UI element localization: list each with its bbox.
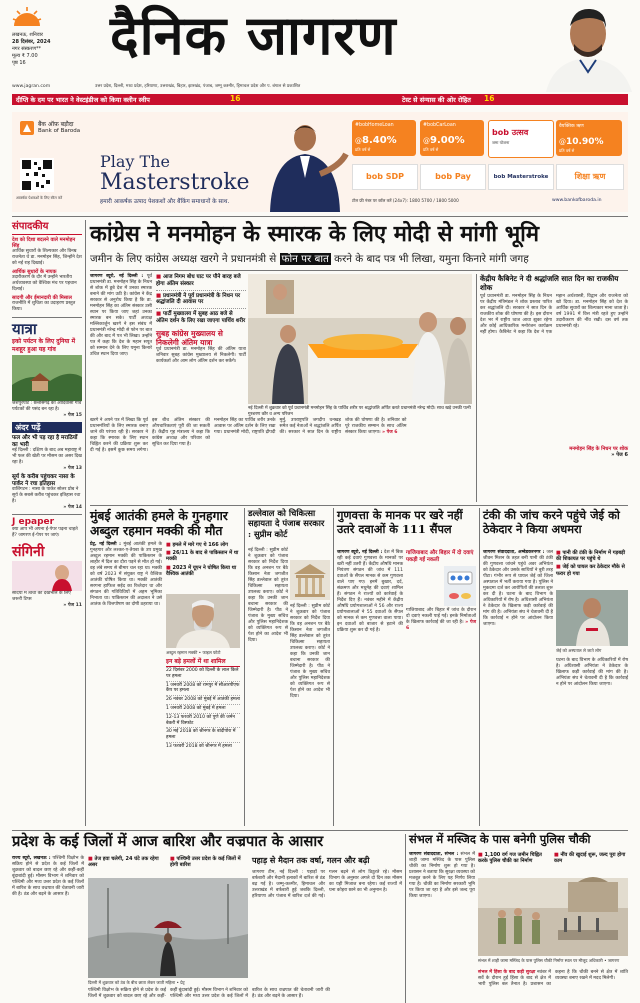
offer-personal-loan[interactable] — [556, 120, 622, 156]
sidebar-item-head[interactable]: सादगी और ईमानदारी की मिसाल — [12, 295, 72, 301]
cabinet-author: मनमोहन सिंह के निधन पर शोक — [569, 446, 628, 452]
makki-headline[interactable]: मुंबई आतंकी हमले के गुनहगार अब्दुल रहमान मक्की की मौत — [90, 508, 228, 538]
play-the: Play The — [100, 152, 170, 171]
medicine-box-title: गाजियाबाद और बिहार में दो दवाएं पकड़ी गईं नकली — [406, 550, 474, 563]
sambhal-box-text: संभल में हिंसा के बाद कड़ी सुरक्षा — [478, 970, 536, 975]
sambhal-bullet: ■ नींव की खुदाई शुरू, जल्द पूरा होगा काम — [554, 852, 626, 865]
weather-bullets — [88, 856, 248, 876]
ticker-left-page: 16 — [230, 94, 241, 103]
ticker-right-text[interactable]: टेस्ट से संन्यास की ओर रोहित — [402, 96, 471, 104]
cabinet-story — [480, 274, 628, 502]
inset-bullet: ■ प्रधानमंत्री ने पूर्व प्रधानमंत्री के निधन पर श्रद्धांजलि दी आवास पर — [156, 291, 246, 310]
sambhal-bullets — [478, 852, 628, 876]
lead-body-text: पूर्व प्रधानमंत्री डा. मनमोहन सिंह के निधन से शोक में डूबे देश में उनका स्मारक बनाने की मांग उठी है। कांग्रेस ने केंद्र सरकार से अनुरोध किया है कि डा. मनमोहन सिंह का अंतिम संस्कार उसी स्थान पर किया जाए जहां उनका स्मारक बन सके। पार्टी अध्यक्ष मल्लिकार्जुन खरगे ने इस संबंध में प्रधानमंत्री नरेन्द्र मोदी से फोन पर बात की और बाद में पत्र भी लिखा। उन्होंने पत्र में कहा कि देश के महान सपूत को सम्मान देने के लिए यमुना किनारे उचित स्थान दिया जाए। — [90, 274, 152, 357]
makki-bullet: ■ 26/11 के बाद से पाकिस्तान में था मक्की — [166, 550, 239, 563]
punjab-headline[interactable]: डल्लेवाल को चिकित्सा सहायता दे पंजाब सरकार : सुप्रीम कोर्ट — [248, 508, 325, 539]
lead-subhead-highlight: फोन पर बात — [281, 253, 329, 265]
offers-row — [352, 116, 624, 160]
offer-home-loan[interactable] — [352, 120, 416, 156]
bank-name-english: Bank of Baroda — [38, 128, 81, 134]
mountain-text: जागरण टीम, नई दिल्ली : पहाड़ों पर बर्फबारी और मैदानी इलाकों में बारिश से ठंड बढ़ गई है। जम्मू-कश्मीर, हिमाचल और उत्तराखंड में बर्फबारी हुई जबकि दिल्ली, हरियाणा और पंजाब में बारिश दर्ज की गई। गलन बढ़ने से लोग ठिठुरते रहे। — [252, 870, 389, 899]
weather-bullet: ■ तेज हवा चलेगी, 24 घंटे तक रहेगा असर — [88, 856, 159, 869]
makki-photo-caption: अब्दुल रहमान मक्की • फाइल फोटो — [166, 650, 221, 655]
medicine-continued[interactable]: » पेज 6 — [406, 620, 476, 631]
product-pay[interactable]: bob Pay — [420, 164, 486, 190]
timeline-item: 12-13 फरवरी 2010 को पुणे की जर्मन बेकरी में विस्फोट — [166, 714, 240, 729]
inside-item-head[interactable]: सूर्य के करीब पहुंचकर नासा के पार्कर ने रचा इतिहास — [12, 474, 75, 487]
weather-photo — [88, 878, 248, 978]
lead-photo-caption: नई दिल्ली में शुक्रवार को पूर्व प्रधानमंत्री मनमोहन सिंह के पार्थिव शरीर पर श्रद्धांजलि अर्पित करते प्रधानमंत्री नरेन्द्र मोदी। साथ खड़े उनकी पत्नी गुरशरण कौर व अन्य परिजन — [248, 406, 471, 417]
weather-bullet-text: पश्चिमी उत्तर प्रदेश के कई जिलों में होगी बारिश — [170, 856, 241, 869]
sambhal-text: संभल में शाही जामा मस्जिद के पास पुलिस चौकी का निर्माण शुरू हो गया है। प्रशासन ने बताया कि सुरक्षा व्यवस्था को मजबूत करने के लिए यह निर्णय लिया गया है। चौकी का निर्माण सरकारी भूमि पर किया जा रहा है और इसे जल्द पूरा किया जाएगा। — [409, 852, 475, 899]
offer-name: वैयक्तिक ऋण — [559, 124, 584, 129]
makki-body — [90, 542, 162, 826]
sun-logo-icon — [12, 6, 42, 28]
ad-tagline: हमारी आकर्षक उत्पाद पेशकशों और बैंकिंग समाधानों के साथ. — [100, 199, 230, 205]
masthead — [0, 0, 640, 98]
tank-body-2 — [556, 658, 628, 826]
weather-body-2 — [88, 988, 330, 1003]
bob-logo-icon — [20, 120, 34, 134]
supreme-court-photo — [290, 560, 330, 600]
tank-text-2: घटना के बाद विभाग के अधिकारियों में रोष है। अधिशासी अभियंता ने ठेकेदार के खिलाफ कड़ी कार्रवाई की मांग की है। अभियंता संघ ने चेतावनी दी है कि कार्रवाई न होने पर आंदोलन किया जाएगा। — [483, 592, 553, 627]
sidebar-section-title: संपादकीय — [12, 220, 82, 235]
sidebar-item-text: राजनीति में शुचिता का उदाहरण प्रस्तुत किया। — [12, 301, 76, 312]
price: मूल्य ₹ 7.00 — [12, 53, 38, 59]
inset-bullet: ■ पार्टी मुख्यालय में सुबह आठ बजे से अंतिम दर्शन के लिए रखा जाएगा पार्थिव शरीर — [156, 311, 246, 324]
makki-timeline — [166, 658, 240, 826]
pages: पृष्ठ 16 — [12, 60, 26, 66]
medicine-headline[interactable]: गुणवत्ता के मानक पर खरे नहीं उतरे दवाओं के 111 सैंपल — [337, 508, 463, 536]
offer-rate: 8.40% — [362, 135, 397, 146]
makki-bullet: ■ 2023 में यूएन ने घोषित किया था वैश्विक आतंकी — [166, 564, 237, 577]
timeline-item: 26 नवंबर 2008 को मुंबई में आतंकी हमला — [166, 696, 240, 705]
offer-prefix: @ — [559, 138, 566, 146]
sambhal-photo — [478, 878, 628, 956]
offer-rate: 9.00% — [430, 135, 465, 146]
sangini-page: » पेज 11 — [63, 603, 82, 609]
offer-prefix: @ — [355, 137, 362, 145]
mountain-text-2: मौसम विभाग के अनुसार अगले दो दिन तक मौसम का यही मिजाज बना रहेगा। कई राज्यों में घना कोहरा छाने का भी अनुमान है। — [329, 870, 402, 893]
cricketer-photo — [524, 0, 640, 92]
offer-car-loan[interactable] — [420, 120, 484, 156]
offer-utsav[interactable] — [488, 120, 554, 158]
makki-byline: प्रेट्र, नई दिल्ली : — [90, 542, 121, 547]
date: 28 दिसंबर, 2024 — [12, 39, 51, 45]
inset-bullet-text: प्रधानमंत्री ने पूर्व प्रधानमंत्री के निधन पर श्रद्धांजलि दी आवास पर — [156, 292, 241, 306]
sangini-title: संगिनी — [12, 544, 45, 561]
medicine-box-text — [406, 608, 476, 826]
weather-headline[interactable]: प्रदेश के कई जिलों में आज बारिश और वज्रपात के आसार — [12, 833, 324, 850]
timeline-item: 22 दिसंबर 2000 को दिल्ली के लाल किले पर हमला — [166, 667, 240, 682]
bank-site[interactable]: www.bankofbaroda.in — [552, 198, 602, 203]
product-sdp[interactable]: bob SDP — [352, 164, 418, 190]
offer-suffix: जमा योजना — [492, 140, 510, 145]
editions-line: उत्तर प्रदेश, दिल्ली, मध्य प्रदेश, हरियाणा, उत्तराखंड, बिहार, झारखंड, पंजाब, जम्मू कश्मीर, हिमाचल प्रदेश और प. बंगाल से प्रकाशित — [95, 84, 301, 89]
sangini-text: सर्दियों में त्वचा की देखभाल के लिए जरूरी टिप्स — [12, 591, 71, 603]
offer-suffix: प्रति वर्ष से — [559, 148, 575, 153]
tank-body — [483, 550, 553, 826]
medicine-box-body: गाजियाबाद और बिहार में जांच के दौरान दो दवाएं नकली पाई गईं। इनके निर्माताओं के खिलाफ कार्रवाई की जा रही है। — [406, 608, 476, 625]
punjab-body — [248, 548, 288, 826]
tank-bullet: ■ पानी की टंकी के निर्माण में गड़बड़ी की शिकायत पर पहुंचे थे — [556, 550, 626, 563]
tank-byline: जागरण संवाददाता, अम्बेडकरनगर : — [483, 550, 545, 555]
epaper-text: क्या आप भी अपना ई-पेपर पढ़ना चाहते हैं? जागरण ई-पेपर पर जाएं। — [12, 527, 78, 539]
makki-bullet-text: 26/11 के बाद से पाकिस्तान में था मक्की — [166, 550, 239, 563]
mountain-headline[interactable]: पहाड़ से मैदान तक वर्षा, गलन और बढ़ी — [252, 856, 370, 865]
offer-rate: 10.90% — [566, 137, 604, 147]
bank-name-hindi: बैंक ऑफ़ बड़ौदा — [38, 121, 74, 128]
weather-text: पश्चिमी विक्षोभ के सक्रिय होने से प्रदेश के कई जिलों में शुक्रवार को बादल छाए रहे और कहीं-कहीं बूंदाबांदी हुई। मौसम विभाग ने शनिवार को पश्चिमी और मध्य उत्तर प्रदेश के कई जिलों में बारिश के साथ वज्रपात की चेतावनी जारी की है। ठंड और बढ़ने के आसार हैं। — [12, 856, 85, 897]
punjab-text-cont: नई दिल्ली : सुप्रीम कोर्ट ने शुक्रवार को पंजाब सरकार को निर्देश दिया कि वह अनशन पर बैठे किसान नेता जगजीत सिंह डल्लेवाल को तुरंत चिकित्सा सहायता उपलब्ध कराए। कोर्ट ने कहा कि उनकी जान बचाना सरकार की जिम्मेदारी है। पीठ ने पंजाब के मुख्य सचिव और पुलिस महानिदेशक को व्यक्तिगत रूप से पेश होने का आदेश भी दिया। — [290, 604, 330, 699]
sambhal-bullet-text: 1,100 वर्ग गज जमीन चिह्नित करके पुलिस चौकी का निर्माण — [478, 852, 542, 865]
offer-prefix: @ — [423, 137, 430, 145]
sidebar-item-text: आर्थिक सुधारों के शिल्पकार और विनम्र राजनेता थे डा. मनमोहन सिंह, जिन्होंने देश को नई राह दिखाई। — [12, 249, 82, 266]
tank-photo-caption: जेई को अस्पताल ले जाते लोग — [556, 648, 602, 653]
punjab-body-2 — [290, 604, 330, 826]
yatra-sub: जशपुरपाट : छत्तीसगढ़ का आदिवासी गांव पर्यटकों की पसंद बन रहा है। — [12, 401, 82, 412]
lead-subhead-pre: जमीन के लिए कांग्रेस अध्यक्ष खरगे ने प्रधानमंत्री से — [90, 253, 277, 265]
products-row — [352, 162, 624, 190]
timeline-item: 1 जनवरी 2008 को मुंबई में हमला — [166, 705, 240, 714]
sangini-photo — [12, 561, 82, 591]
cabinet-text — [480, 294, 628, 444]
sambhal-bullet-text: नींव की खुदाई शुरू, जल्द पूरा होगा काम — [554, 852, 626, 865]
lead-body-column-1 — [90, 274, 152, 414]
tank-text: जल जीवन मिशन के तहत बनी पानी की टंकी की गुणवत्ता जांचने पहुंचे अवर अभियंता को ठेकेदार और उसके साथियों ने बुरी तरह पीटा। गंभीर रूप से घायल जेई को जिला अस्पताल में भर्ती कराया गया है। पुलिस ने मुकदमा दर्ज कर आरोपितों की तलाश शुरू कर दी है। — [483, 550, 553, 597]
sidebar-item-text: उदारीकरण के दौर में उन्होंने भारतीय अर्थव्यवस्था को वैश्विक मंच पर पहचान दिलाई। — [12, 275, 77, 292]
inset-bullet-text: आज निगम बोध घाट पर पौने बारह बजे होगा अंतिम संस्कार — [156, 274, 241, 287]
product-masterstroke[interactable]: bob Masterstroke — [488, 164, 554, 190]
lead-subhead — [90, 252, 628, 266]
masterstroke: Masterstroke — [100, 170, 250, 195]
offer-name: #bobCarLoan — [423, 123, 456, 128]
medicine-body — [337, 550, 403, 826]
inside-item-page: » पेज 13 — [63, 466, 82, 472]
qr-caption: आकर्षक पेशकशों के लिए स्कैन करें — [16, 196, 63, 200]
medicine-text: देश में बिक रही कई दवाएं गुणवत्ता के मानकों पर खरी नहीं उतरी हैं। केंद्रीय औषधि मानक नियंत्रण संगठन की जांच में 111 दवाओं के सैंपल मानक से कम गुणवत्ता वाले पाए गए। इनमें बुखार, दर्द, संक्रमण और मधुमेह की दवाएं शामिल हैं। संगठन ने राज्यों को कार्रवाई के निर्देश दिए हैं। — [337, 550, 404, 603]
lead-headline[interactable]: कांग्रेस ने मनमोहन के स्मारक के लिए मोदी से मांगी भूमि — [90, 221, 540, 247]
makki-bullets — [166, 542, 240, 592]
inside-title: अंदर पढ़ें — [12, 422, 82, 433]
sambhal-body — [409, 852, 475, 1003]
makki-bullet-text: हमले में मारे गए थे 166 लोग — [172, 542, 228, 548]
sambhal-body-2 — [478, 970, 628, 1003]
weather-text-cont: पश्चिमी विक्षोभ के सक्रिय होने से प्रदेश के कई जिलों में शुक्रवार को बादल छाए रहे और कहीं-कहीं बूंदाबांदी हुई। मौसम विभाग ने शनिवार को पश्चिमी और मध्य उत्तर प्रदेश के कई जिलों में बारिश के साथ वज्रपात की चेतावनी जारी की है। ठंड और बढ़ने के आसार हैं। — [88, 988, 330, 999]
offer-name: bob उत्सव — [492, 128, 529, 137]
inset-bullet: ■ आज निगम बोध घाट पर पौने बारह बजे होगा अंतिम संस्कार — [156, 274, 246, 291]
cabinet-body: पूर्व प्रधानमंत्री डा. मनमोहन सिंह के निधन पर केंद्रीय मंत्रिमंडल ने शोक प्रस्ताव पारित कर श्रद्धांजलि दी। सरकार ने सात दिन के राजकीय शोक की घोषणा की है। इस दौरान देश भर में राष्ट्रीय ध्वज आधा झुका रहेगा और कोई आधिकारिक मनोरंजन कार्यक्रम नहीं होगा। कैबिनेट ने कहा कि देश ने एक महान अर्थशास्त्री, विद्वान और राजनेता को खो दिया। — [480, 294, 628, 335]
makki-text-2: मक्की आतंकी सरगना हाफिज सईद का रिश्तेदार था और संगठन की गतिविधियों में अहम भूमिका निभाता था। पाकिस्तान की अदालत ने उसे आतंक के वित्तपोषण का दोषी ठहराया था। — [90, 578, 163, 607]
weather-bullet: ■ पश्चिमी उत्तर प्रदेश के कई जिलों में होगी बारिश — [170, 856, 241, 869]
ticker-strip — [12, 94, 628, 105]
timeline-title: इन बड़े हमलों में था शामिल — [166, 658, 240, 667]
lead-inset-box — [156, 274, 246, 414]
epaper-logo[interactable]: J epaper — [12, 517, 55, 528]
sambhal-text-2: नवंबर में सर्वे के दौरान हुई हिंसा के बाद से क्षेत्र में भारी पुलिस बल तैनात है। प्रशासन का कहना है कि चौकी बनने से क्षेत्र में शांति व्यवस्था बनाए रखने में मदद मिलेगी। — [478, 970, 628, 987]
tank-bullet-text: जेई को घायल कर ठेकेदार मौके से फरार हो गया — [556, 564, 625, 577]
tank-photo — [556, 590, 628, 646]
weather-photo-caption: दिल्ली में शुक्रवार को ठंड के बीच छाता लेकर जाती महिला • प्रेट्र — [88, 980, 185, 985]
tank-bullet: ■ जेई को घायल कर ठेकेदार मौके से फरार हो गया — [556, 564, 625, 577]
cabinet-continued[interactable]: » पेज 6 — [611, 452, 628, 458]
medicine-photo — [444, 566, 476, 606]
ticker-right-page: 16 — [484, 94, 495, 103]
medicine-text-2: नवंबर महीने में केंद्रीय औषधि प्रयोगशालाओं ने 56 और राज्य प्रयोगशालाओं ने 55 दवाओं के सैंपल को मानक से कम गुणवत्ता वाला पाया। इन दवाओं को बाजार से हटाने की प्रक्रिया शुरू कर दी गई है। — [337, 598, 403, 633]
inside-item-text: नई दिल्ली : दक्षिण के बाद अब महाराष्ट्र में भी फल की खेती पर मौसम का असर दिख रहा है। — [12, 448, 82, 466]
punjab-text: नई दिल्ली : सुप्रीम कोर्ट ने शुक्रवार को पंजाब सरकार को निर्देश दिया कि वह अनशन पर बैठे किसान नेता जगजीत सिंह डल्लेवाल को तुरंत चिकित्सा सहायता उपलब्ध कराए। कोर्ट ने कहा कि उनकी जान बचाना सरकार की जिम्मेदारी है। पीठ ने पंजाब के मुख्य सचिव और पुलिस महानिदेशक को व्यक्तिगत रूप से पेश होने का आदेश भी दिया। — [248, 548, 288, 643]
makki-bullet: ■ हमले में मारे गए थे 166 लोग — [166, 542, 228, 548]
newspaper-logo: दैनिक जागरण — [110, 3, 397, 67]
lead-body-text: खरगे ने अपने पत्र में लिखा कि पूर्व प्रधानमंत्रियों के लिए स्मारक बनाए जाने की परंपरा रही है। सरकार ने कहा कि स्मारक के लिए स्थान चिह्नित करने की प्रक्रिया शुरू कर दी गई है। इसमें कुछ समय लगेगा। इस बीच अंतिम संस्कार की औपचारिकताएं पूरी की जा सकती हैं। केंद्रीय गृह मंत्रालय ने कहा कि कांग्रेस अध्यक्ष और परिवार को सूचित कर दिया गया है। — [90, 418, 210, 453]
lead-subhead-post: करने के बाद पत्र भी लिखा, यमुना किनारे मांगी जगह — [334, 253, 529, 265]
makki-photo — [166, 594, 240, 648]
yatra-page: » पेज 15 — [63, 413, 82, 418]
sidebar-item-head[interactable]: देश को दिशा बदलने वाले मनमोहन सिंह — [12, 237, 76, 249]
yatra-headline[interactable]: इको पर्यटन के लिए दुनिया में मशहूर हुआ यह गांव — [12, 338, 76, 353]
lead-byline: जागरण ब्यूरो, नई दिल्ली : — [90, 274, 144, 279]
weather-body — [12, 856, 84, 1003]
weather-bullet-text: तेज हवा चलेगी, 24 घंटे तक रहेगा असर — [88, 856, 159, 869]
qr-code-icon[interactable] — [20, 158, 54, 192]
edition: नगर संस्करण** — [12, 46, 42, 52]
lead-continued[interactable]: » पेज 6 — [382, 430, 398, 435]
sambhal-headline[interactable]: संभल में मस्जिद के पास बनेगी पुलिस चौकी — [409, 832, 591, 846]
timeline-item: 30 मई 2018 को श्रीनगर के बांदीपोरा में हमला — [166, 728, 240, 743]
product-education-loan[interactable]: शिक्षा ऋण — [556, 164, 624, 190]
mountain-body — [252, 870, 402, 1003]
bank-advertisement[interactable] — [12, 112, 628, 212]
inset-bullet-text: पार्टी मुख्यालय में सुबह आठ बजे से अंतिम दर्शन के लिए रखा जाएगा पार्थिव शरीर — [156, 311, 246, 324]
toll-free: टोल फ्री नंबर पर कॉल करें (24x7): 1800 5700 / 1800 5000 — [352, 198, 459, 203]
website: www.jagran.com — [12, 84, 51, 89]
sambhal-bullet: ■ 1,100 वर्ग गज जमीन चिह्नित करके पुलिस चौकी का निर्माण — [478, 852, 542, 865]
inside-item-head[interactable]: फल और भी पड़ रहा है मराठियों का भारी — [12, 435, 78, 448]
lead-body-column-2 — [90, 418, 210, 502]
procession-head[interactable]: सुबह कांग्रेस मुख्यालय से निकलेगी अंतिम यात्रा — [156, 328, 223, 347]
offer-name: #bobHomeLoan — [355, 123, 394, 128]
timeline-item: 1 जनवरी 2008 को रामपुर में सीआरपीएफ कैंप पर हमला — [166, 682, 240, 697]
weather-byline: राज्य ब्यूरो, लखनऊ : — [12, 856, 51, 861]
timeline-item: 13 फरवरी 2018 को श्रीनगर में हमला — [166, 743, 232, 749]
offer-suffix: प्रति वर्ष से — [423, 147, 439, 152]
makki-bullet-text: 2023 में यूएन ने घोषित किया था वैश्विक आतंकी — [166, 564, 237, 577]
cabinet-headline[interactable]: केंद्रीय कैबिनेट ने दी श्रद्धांजलि सात दिन का राजकीय शोक — [480, 274, 619, 292]
makki-text-1: मुंबई आतंकी हमले के गुनहगार और लश्कर-ए-तैयबा के उप प्रमुख अब्दुल रहमान मक्की की पाकिस्तान के लाहौर में दिल का दौरा पड़ने से मौत हो गई। वह लंबे समय से बीमार चल रहा था। मक्की को वर्ष 2023 में संयुक्त राष्ट्र ने वैश्विक आतंकी घोषित किया था। — [90, 542, 162, 583]
lead-body-text: मनमोहन सिंह का पार्थिव शरीर उनके आवास पर अंतिम दर्शन के लिए रखा गया। प्रधानमंत्री मोदी, राष्ट्रपति द्रौपदी मुर्मु, उपराष्ट्रपति जगदीप धनखड़ समेत कई नेताओं ने श्रद्धांजलि अर्पित की। सरकार ने सात दिन के राष्ट्रीय शोक की घोषणा की है। शनिवार को पूरे राजकीय सम्मान के साथ अंतिम संस्कार किया जाएगा। — [214, 418, 407, 435]
yatra-title: यात्रा — [12, 317, 82, 338]
lead-body-column-3 — [214, 418, 472, 502]
cabinet-bottom-text: डा. मनमोहन सिंह को देश के आर्थिक सुधारों का शिल्पकार माना जाता है। वर्ष 1991 में वित्त मंत्री रहते हुए उन्होंने उदारीकरण की नींव रखी। दस वर्ष तक प्रधानमंत्री रहे। — [556, 300, 628, 329]
sambhal-photo-caption: संभल में शाही जामा मस्जिद के पास पुलिस चौकी निर्माण स्थल पर मौजूद अधिकारी • जागरण — [478, 958, 620, 963]
medicine-byline: जागरण ब्यूरो, नई दिल्ली : — [337, 550, 383, 555]
tank-text-cont: घटना के बाद विभाग के अधिकारियों में रोष है। अधिशासी अभियंता ने ठेकेदार के खिलाफ कड़ी कार्रवाई की मांग की है। अभियंता संघ ने चेतावनी दी है कि कार्रवाई न होने पर आंदोलन किया जाएगा। — [556, 658, 628, 687]
tank-bullets — [556, 550, 628, 586]
lead-photo — [248, 274, 472, 404]
inside-item-text: वाशिंगटन : नासा के पार्कर सोलर प्रोब ने सूर्य के सबसे करीब पहुंचकर इतिहास रचा है। — [12, 487, 81, 505]
editorial-sidebar — [12, 220, 82, 826]
inside-item-page: » पेज 14 — [63, 505, 82, 511]
sidebar-item-head[interactable]: आर्थिक सुधारों के नायक — [12, 269, 57, 275]
sambhal-byline: जागरण संवाददाता, संभल : — [409, 852, 459, 857]
offer-suffix: प्रति वर्ष से — [355, 147, 371, 152]
procession-text: पूर्व प्रधानमंत्री डा. मनमोहन सिंह की अंतिम यात्रा शनिवार सुबह कांग्रेस मुख्यालय से निकलेगी। पार्टी कार्यकर्ता और आम लोग अंतिम दर्शन कर सकेंगे। — [156, 346, 246, 364]
ambassador-photo — [260, 118, 350, 212]
yatra-photo — [12, 355, 82, 401]
ticker-left-text[interactable]: दीप्ति के दम पर भारत ने वेस्टइंडीज को किया क्लीन स्वीप — [16, 96, 150, 104]
tank-headline[interactable]: टंकी की जांच करने पहुंचे जेई को ठेकेदार ने किया अधमरा — [483, 508, 620, 536]
tank-bullet-text: पानी की टंकी के निर्माण में गड़बड़ी की शिकायत पर पहुंचे थे — [556, 550, 626, 563]
city-day: लखनऊ, शनिवार — [12, 32, 43, 38]
